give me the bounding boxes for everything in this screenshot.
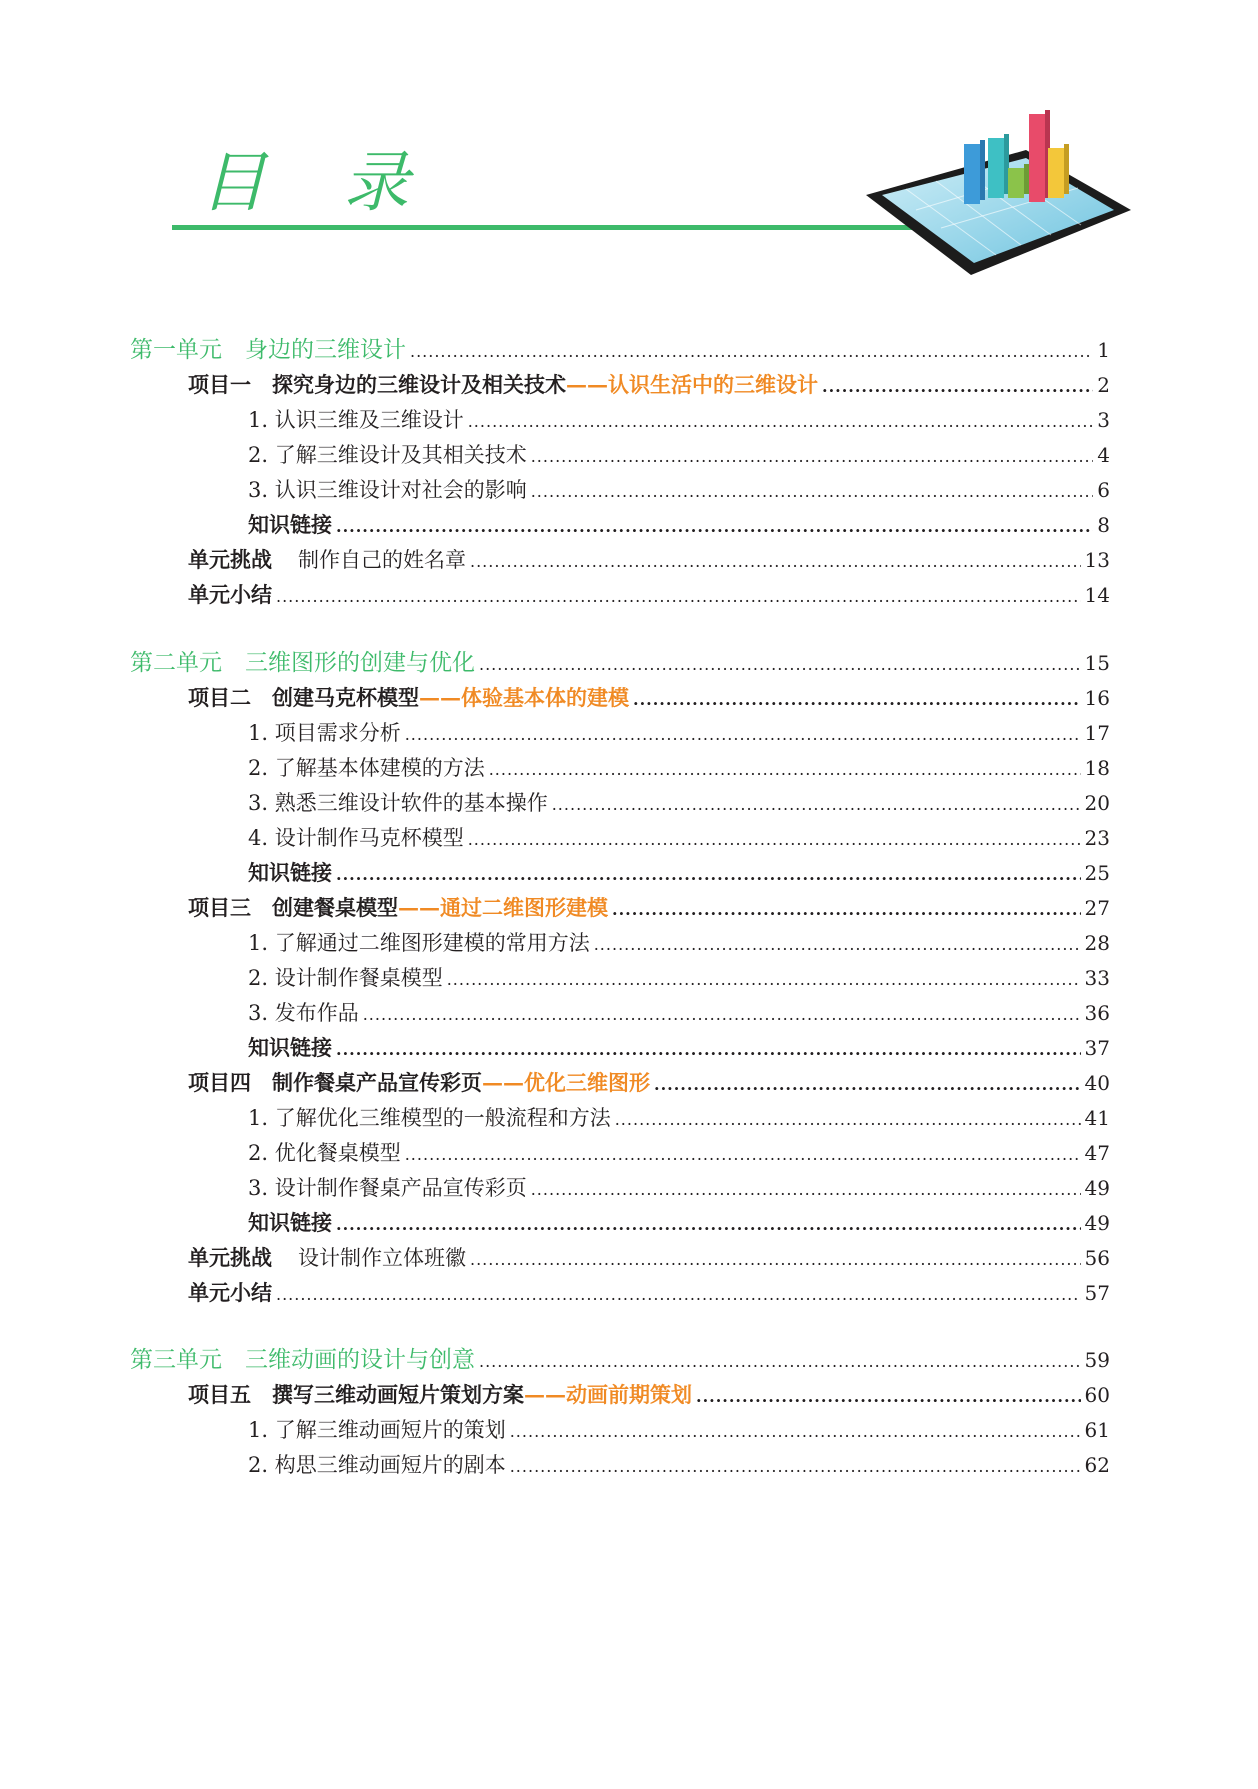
item-label: 2. 优化餐桌模型 bbox=[248, 1141, 401, 1165]
toc-item[interactable] bbox=[248, 1412, 1110, 1448]
dot-leader bbox=[612, 892, 1081, 928]
project-subtitle: 认识生活中的三维设计 bbox=[608, 372, 818, 397]
page-number: 49 bbox=[1084, 1211, 1110, 1235]
toc-project-1[interactable] bbox=[188, 367, 1110, 403]
page-number: 47 bbox=[1084, 1141, 1110, 1165]
page-number: 6 bbox=[1097, 478, 1110, 502]
project-dash: —— bbox=[566, 372, 608, 397]
knowledge-label: 知识链接 bbox=[248, 861, 332, 885]
dot-leader bbox=[594, 927, 1081, 963]
tablet-chart-illustration bbox=[846, 100, 1136, 285]
challenge-text: 制作自己的姓名章 bbox=[298, 548, 466, 572]
item-label: 2. 了解三维设计及其相关技术 bbox=[248, 443, 527, 467]
dot-leader bbox=[410, 334, 1093, 370]
item-label: 3. 认识三维设计对社会的影响 bbox=[248, 478, 527, 502]
page-number: 40 bbox=[1084, 1071, 1110, 1095]
project-subtitle: 通过二维图形建模 bbox=[440, 895, 608, 920]
item-label: 2. 了解基本体建模的方法 bbox=[248, 756, 485, 780]
dot-leader bbox=[470, 1242, 1081, 1278]
toc-project-2[interactable] bbox=[188, 680, 1110, 716]
page-number: 49 bbox=[1084, 1176, 1110, 1200]
dot-leader bbox=[336, 857, 1081, 893]
item-label: 2. 设计制作餐桌模型 bbox=[248, 966, 443, 990]
dot-leader bbox=[405, 1137, 1081, 1173]
dot-leader bbox=[822, 369, 1093, 405]
toc-knowledge-link[interactable] bbox=[248, 507, 1110, 543]
toc-project-4[interactable] bbox=[188, 1065, 1110, 1101]
item-label: 4. 设计制作马克杯模型 bbox=[248, 826, 464, 850]
toc-item[interactable] bbox=[248, 750, 1110, 786]
dot-leader bbox=[531, 439, 1094, 475]
dot-leader bbox=[479, 647, 1081, 683]
toc-knowledge-link[interactable] bbox=[248, 855, 1110, 891]
page-number: 16 bbox=[1084, 686, 1110, 710]
toc-item[interactable] bbox=[248, 1447, 1110, 1483]
dot-leader bbox=[336, 1032, 1081, 1068]
toc-item[interactable] bbox=[248, 925, 1110, 961]
dot-leader bbox=[510, 1414, 1081, 1450]
dot-leader bbox=[470, 544, 1081, 580]
project-name: 项目四 制作餐桌产品宣传彩页 bbox=[188, 1070, 482, 1095]
item-label: 1. 了解三维动画短片的策划 bbox=[248, 1418, 506, 1442]
dot-leader bbox=[276, 1277, 1081, 1313]
toc-item[interactable] bbox=[248, 402, 1110, 438]
dot-leader bbox=[552, 787, 1081, 823]
project-name: 项目三 创建餐桌模型 bbox=[188, 895, 398, 920]
page-number: 37 bbox=[1084, 1036, 1110, 1060]
unit-label: 第三单元 三维动画的设计与创意 bbox=[130, 1347, 475, 1373]
dot-leader bbox=[696, 1379, 1081, 1415]
summary-label: 单元小结 bbox=[188, 1280, 272, 1305]
toc-unit-3[interactable] bbox=[130, 1342, 1110, 1378]
dot-leader bbox=[468, 404, 1094, 440]
dot-leader bbox=[654, 1067, 1081, 1103]
page-number: 3 bbox=[1097, 408, 1110, 432]
challenge-label: 单元挑战 bbox=[188, 547, 272, 572]
project-name: 项目五 撰写三维动画短片策划方案 bbox=[188, 1382, 524, 1407]
dot-leader bbox=[468, 822, 1081, 858]
page-number: 4 bbox=[1097, 443, 1110, 467]
project-subtitle: 动画前期策划 bbox=[566, 1382, 692, 1407]
dot-leader bbox=[447, 962, 1081, 998]
project-dash: —— bbox=[482, 1070, 524, 1095]
page-title: 目 录 bbox=[200, 144, 437, 221]
project-subtitle: 体验基本体的建模 bbox=[461, 685, 629, 710]
page-number: 23 bbox=[1084, 826, 1110, 850]
dot-leader bbox=[489, 752, 1081, 788]
toc-item[interactable] bbox=[248, 437, 1110, 473]
toc-unit-summary[interactable] bbox=[188, 1275, 1110, 1311]
toc-item[interactable] bbox=[248, 960, 1110, 996]
page-number: 33 bbox=[1084, 966, 1110, 990]
dot-leader bbox=[336, 1207, 1081, 1243]
toc-unit-summary[interactable] bbox=[188, 577, 1110, 613]
page-number: 17 bbox=[1084, 721, 1110, 745]
page-number: 1 bbox=[1097, 338, 1110, 362]
toc-item[interactable] bbox=[248, 785, 1110, 821]
project-name: 项目二 创建马克杯模型 bbox=[188, 685, 419, 710]
toc-item[interactable] bbox=[248, 1170, 1110, 1206]
page-number: 15 bbox=[1084, 651, 1110, 675]
toc-knowledge-link[interactable] bbox=[248, 1030, 1110, 1066]
toc-item[interactable] bbox=[248, 715, 1110, 751]
page-number: 18 bbox=[1084, 756, 1110, 780]
knowledge-label: 知识链接 bbox=[248, 513, 332, 537]
item-label: 2. 构思三维动画短片的剧本 bbox=[248, 1453, 506, 1477]
page-number: 62 bbox=[1084, 1453, 1110, 1477]
toc-item[interactable] bbox=[248, 820, 1110, 856]
title-rule bbox=[172, 225, 912, 230]
dot-leader bbox=[336, 509, 1093, 545]
dot-leader bbox=[405, 717, 1081, 753]
page-number: 28 bbox=[1084, 931, 1110, 955]
dot-leader bbox=[531, 474, 1094, 510]
item-label: 1. 了解通过二维图形建模的常用方法 bbox=[248, 931, 590, 955]
toc-unit-challenge[interactable] bbox=[188, 1240, 1110, 1276]
item-label: 3. 熟悉三维设计软件的基本操作 bbox=[248, 791, 548, 815]
page-number: 59 bbox=[1084, 1348, 1110, 1372]
toc-item[interactable] bbox=[248, 1135, 1110, 1171]
item-label: 1. 了解优化三维模型的一般流程和方法 bbox=[248, 1106, 611, 1130]
page-number: 2 bbox=[1097, 373, 1110, 397]
knowledge-label: 知识链接 bbox=[248, 1036, 332, 1060]
knowledge-label: 知识链接 bbox=[248, 1211, 332, 1235]
toc-knowledge-link[interactable] bbox=[248, 1205, 1110, 1241]
dot-leader bbox=[531, 1172, 1081, 1208]
header bbox=[0, 0, 1258, 300]
dot-leader bbox=[510, 1449, 1081, 1485]
toc-project-3[interactable] bbox=[188, 890, 1110, 926]
dot-leader bbox=[479, 1344, 1081, 1380]
page-number: 27 bbox=[1084, 896, 1110, 920]
item-label: 3. 设计制作餐桌产品宣传彩页 bbox=[248, 1176, 527, 1200]
summary-label: 单元小结 bbox=[188, 582, 272, 607]
toc-unit-2[interactable] bbox=[130, 645, 1110, 681]
page-number: 60 bbox=[1084, 1383, 1110, 1407]
challenge-text: 设计制作立体班徽 bbox=[298, 1246, 466, 1270]
page-number: 13 bbox=[1084, 548, 1110, 572]
page-number: 36 bbox=[1084, 1001, 1110, 1025]
dot-leader bbox=[633, 682, 1081, 718]
dot-leader bbox=[276, 579, 1081, 615]
project-name: 项目一 探究身边的三维设计及相关技术 bbox=[188, 372, 566, 397]
page-number: 56 bbox=[1084, 1246, 1110, 1270]
page-number: 14 bbox=[1084, 583, 1110, 607]
toc-project-5[interactable] bbox=[188, 1377, 1110, 1413]
page-number: 8 bbox=[1097, 513, 1110, 537]
item-label: 1. 项目需求分析 bbox=[248, 721, 401, 745]
toc-unit-challenge[interactable] bbox=[188, 542, 1110, 578]
toc-item[interactable] bbox=[248, 1100, 1110, 1136]
project-dash: —— bbox=[398, 895, 440, 920]
item-label: 3. 发布作品 bbox=[248, 1001, 359, 1025]
page-number: 61 bbox=[1084, 1418, 1110, 1442]
toc-unit-1[interactable] bbox=[130, 332, 1110, 368]
unit-label: 第二单元 三维图形的创建与优化 bbox=[130, 650, 475, 676]
toc-item[interactable] bbox=[248, 472, 1110, 508]
dot-leader bbox=[615, 1102, 1081, 1138]
toc-item[interactable] bbox=[248, 995, 1110, 1031]
challenge-label: 单元挑战 bbox=[188, 1245, 272, 1270]
dot-leader bbox=[363, 997, 1081, 1033]
project-dash: —— bbox=[419, 685, 461, 710]
page-number: 41 bbox=[1084, 1106, 1110, 1130]
project-subtitle: 优化三维图形 bbox=[524, 1070, 650, 1095]
project-dash: —— bbox=[524, 1382, 566, 1407]
page-number: 57 bbox=[1084, 1281, 1110, 1305]
item-label: 1. 认识三维及三维设计 bbox=[248, 408, 464, 432]
page-number: 25 bbox=[1084, 861, 1110, 885]
unit-label: 第一单元 身边的三维设计 bbox=[130, 337, 406, 363]
page-number: 20 bbox=[1084, 791, 1110, 815]
